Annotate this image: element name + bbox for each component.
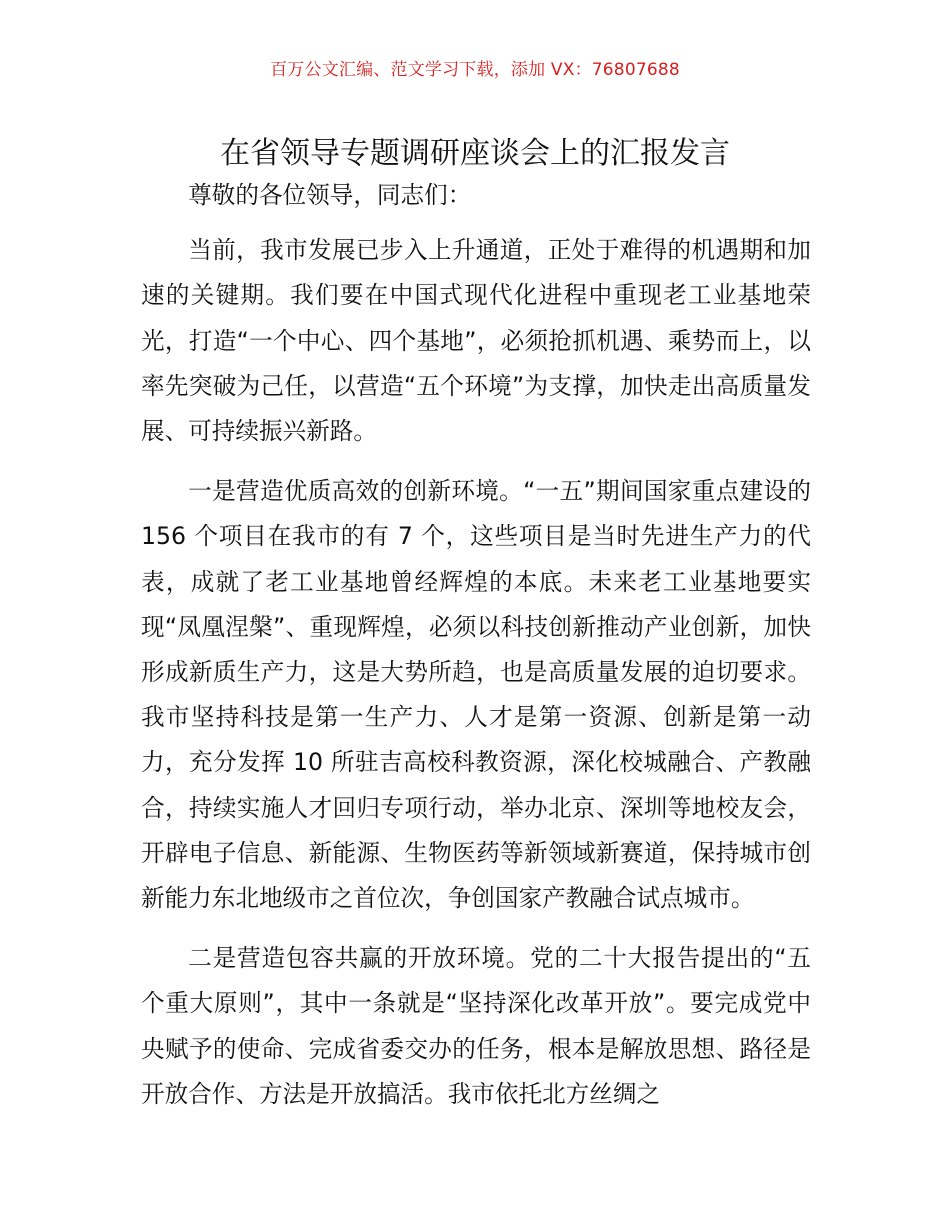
document-body [141,173,811,1132]
paragraph-innovation-environment: 一是营造优质高效的创新环境。“一五”期间国家重点建设的 156 个项目在我市的有 7 个，这些项目是当时先进生产力的代表，成就了老工业基地曾经辉煌的本底。未来老工业基地要实现“凤凰涅槃”、重现辉煌，必须以科技创新推动产业创新，加快形成新质生产力，这是大势所趋，也是高质量发展的迫切要求。我市坚持科技是第一生产力、人才是第一资源、创新是第一动力，充分发挥 10 所驻吉高校科教资源，深化校城融合、产教融合，持续实施人才回归专项行动，举办北京、深圳等地校友会，开辟电子信息、新能源、生物医药等新领域新赛道，保持城市创新能力东北地级市之首位次，争创国家产教融合试点城市。 [141,477,811,913]
watermark-header: 百万公文汇编、范文学习下载，添加 VX：76807688 [270,60,680,80]
salutation: 尊敬的各位领导，同志们： [188,181,472,209]
document-title: 在省领导专题调研座谈会上的汇报发言 [220,136,730,172]
paragraph-intro: 当前，我市发展已步入上升通道，正处于难得的机遇期和加速的关键期。我们要在中国式现代化进程中重现老工业基地荣光，打造“一个中心、四个基地”，必须抢抓机遇、乘势而上，以率先突破为己任，以营造“五个环境”为支撑，加快走出高质量发展、可持续振兴新路。 [141,236,811,446]
paragraph-open-environment: 二是营造包容共赢的开放环境。党的二十大报告提出的“五个重大原则”，其中一条就是“坚持深化改革开放”。要完成党中央赋予的使命、完成省委交办的任务，根本是解放思想、路径是开放合作、方法是开放搞活。我市依托北方丝绸之 [141,944,811,1108]
